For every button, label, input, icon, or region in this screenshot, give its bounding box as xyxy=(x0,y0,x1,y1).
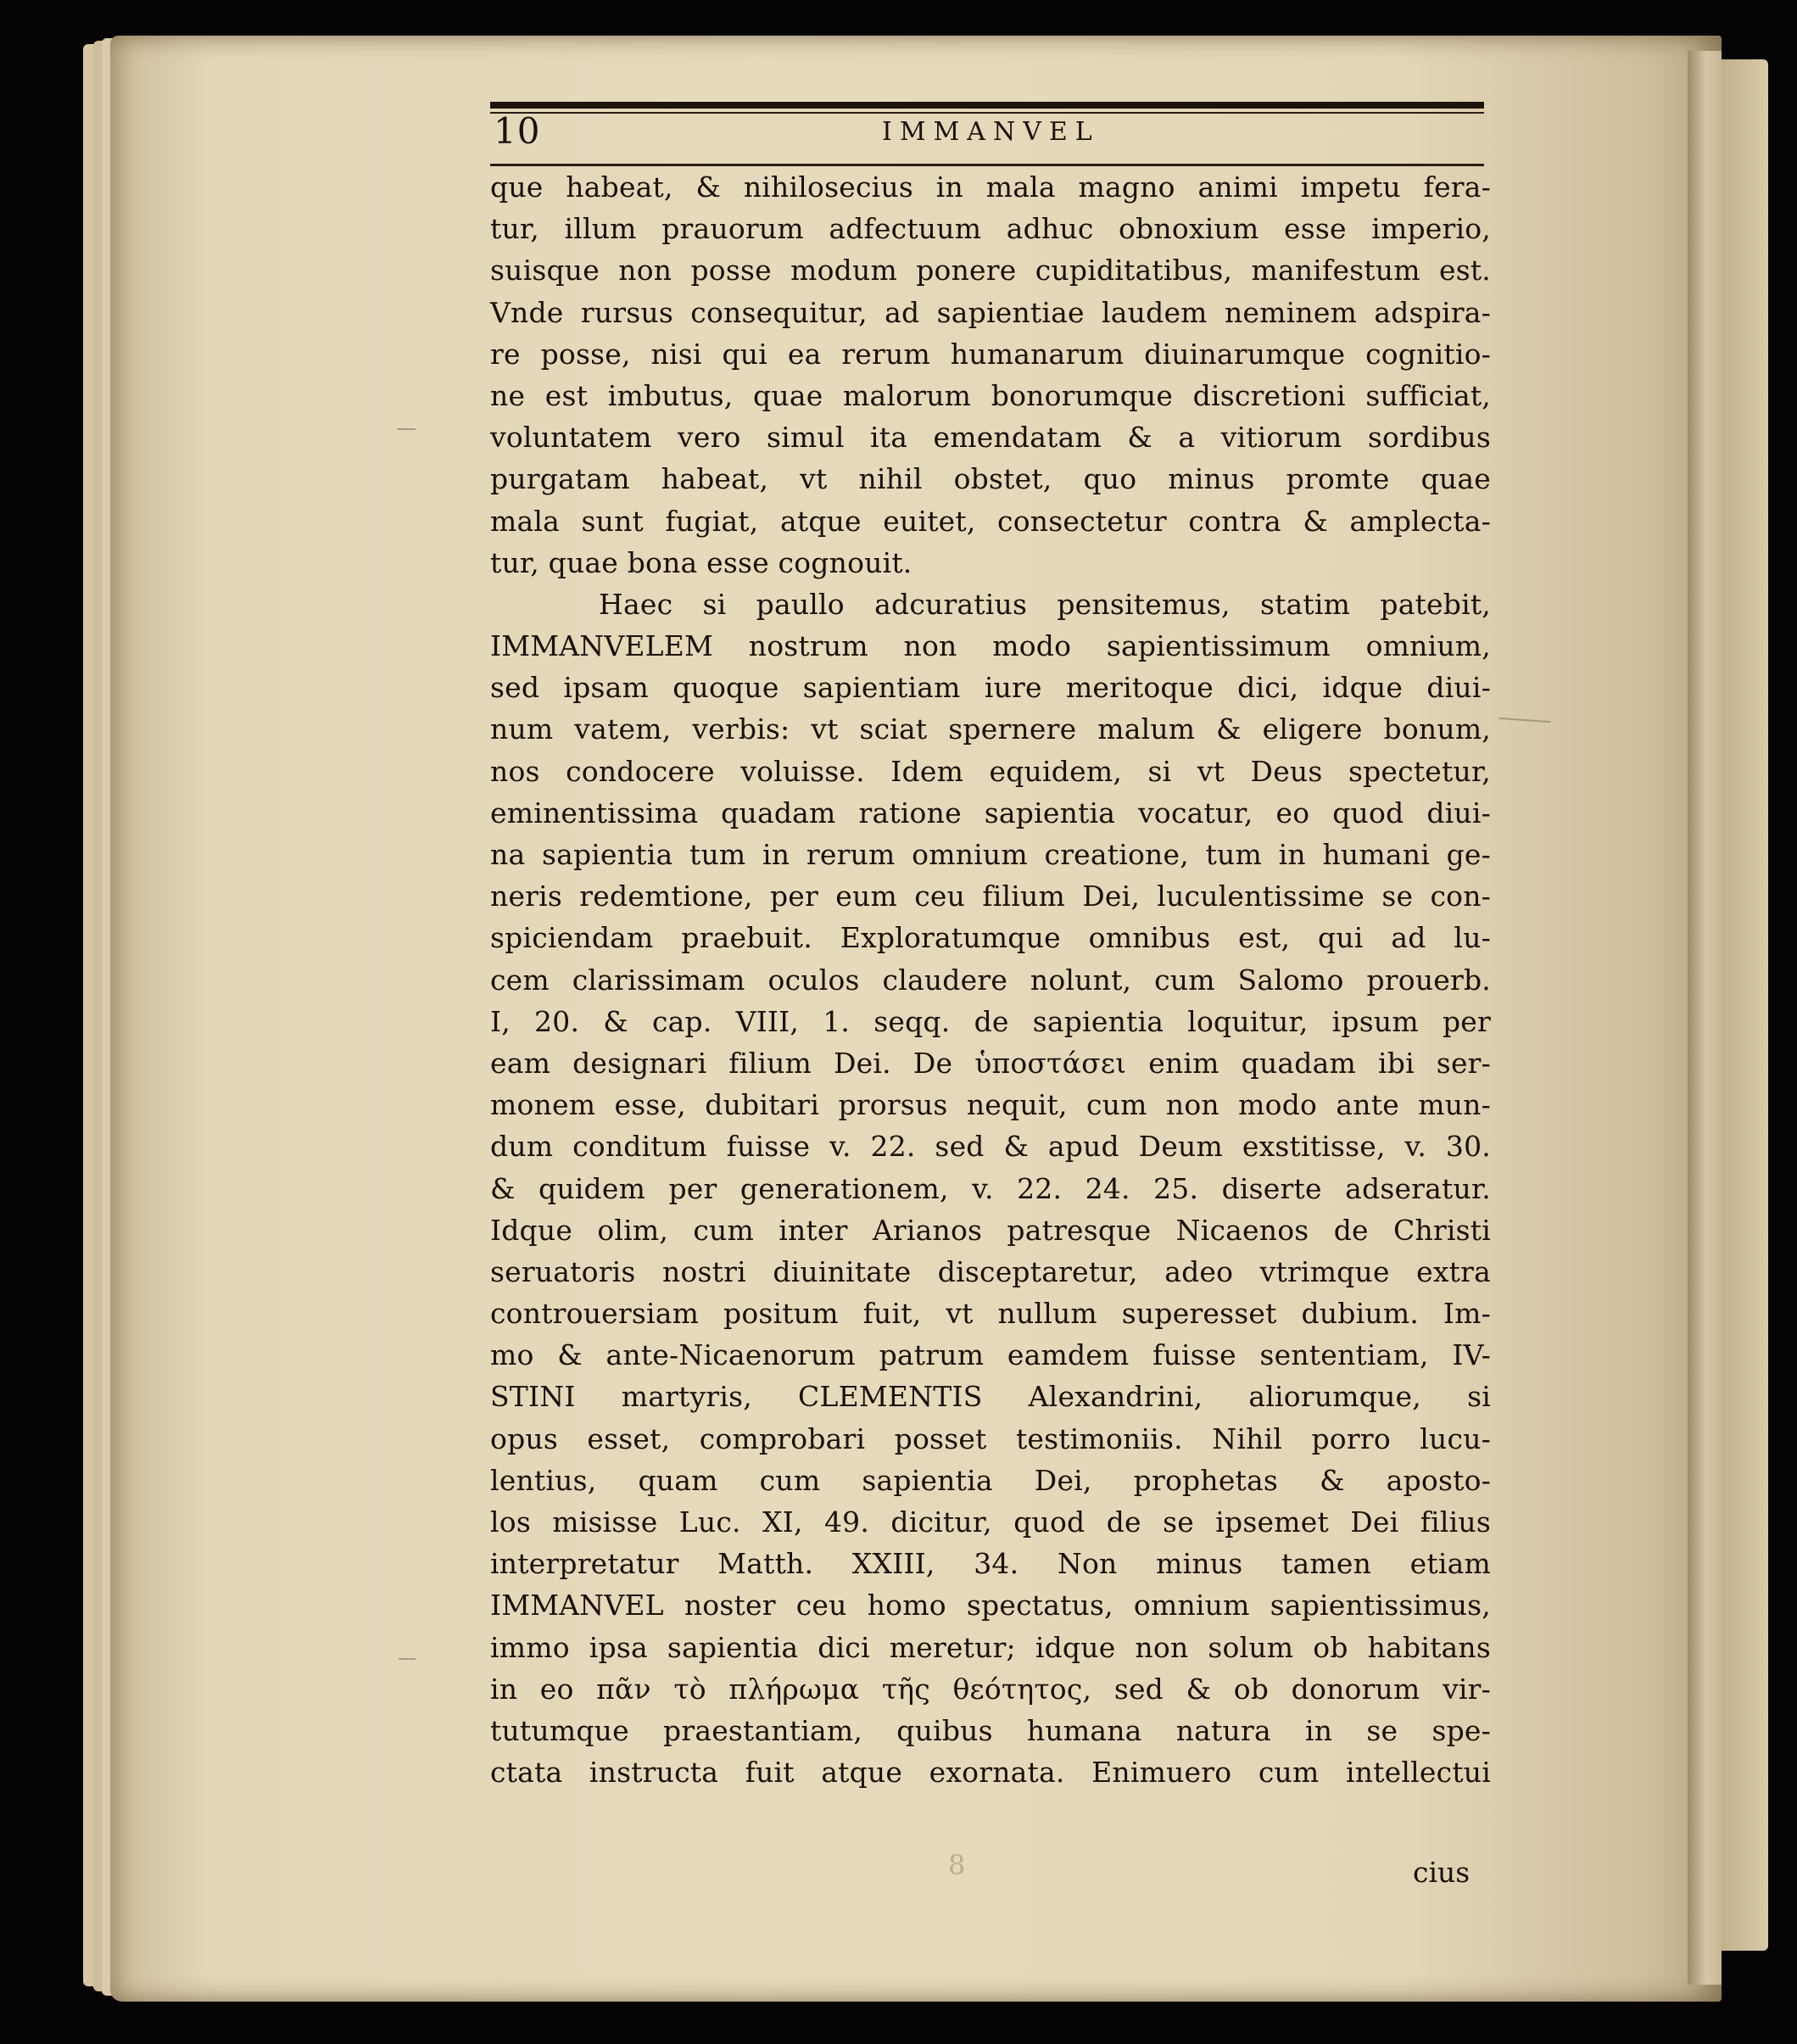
text-line: in eo πᾶν τὸ πλήρωμα τῆς θεότητος, sed & ob donorum vir- xyxy=(490,1672,1491,1706)
text-line: opus esset, comprobari posset testimoniis. Nihil porro lucu- xyxy=(490,1421,1491,1455)
text-line: cem clarissimam oculos claudere nolunt, cum Salomo prouerb. xyxy=(490,963,1491,997)
page-gutter xyxy=(1688,51,1722,1985)
text-line: spiciendam praebuit. Exploratumque omnibus est, qui ad lu- xyxy=(490,921,1491,955)
text-line: STINI martyris, CLEMENTIS Alexandrini, aliorumque, si xyxy=(490,1380,1491,1414)
text-line: re posse, nisi qui ea rerum humanarum diuinarumque cognitio- xyxy=(490,337,1491,371)
text-line: Vnde rursus consequitur, ad sapientiae laudem neminem adspira- xyxy=(490,295,1491,329)
text-line: neris redemtione, per eum ceu filium Dei, luculentissime se con- xyxy=(490,880,1491,913)
text-line: eminentissima quadam ratione sapientia vocatur, eo quod diui- xyxy=(490,796,1491,829)
text-line: voluntatem vero simul ita emendatam & a vitiorum sordibus xyxy=(490,421,1491,455)
text-line: tur, illum prauorum adfectuum adhuc obnoxium esse imperio, xyxy=(490,212,1491,246)
text-line: ne est imbutus, quae malorum bonorumque discretioni sufficiat, xyxy=(490,378,1491,412)
text-line: purgatam habeat, vt nihil obstet, quo minus promte quae xyxy=(490,462,1491,496)
text-line: Idque olim, cum inter Arianos patresque Nicaenos de Christi xyxy=(490,1213,1491,1247)
text-line: lentius, quam cum sapientia Dei, prophetas & aposto- xyxy=(490,1463,1491,1497)
text-line: que habeat, & nihilosecius in mala magno animi impetu fera- xyxy=(490,170,1491,204)
text-line: sed ipsam quoque sapientiam iure meritoque dici, idque diui- xyxy=(490,671,1491,705)
text-line: na sapientia tum in rerum omnium creatione, tum in humani ge- xyxy=(490,838,1491,871)
text-line: mala sunt fugiat, atque euitet, consectetur contra & amplecta- xyxy=(490,504,1491,538)
text-line: IMMANVEL noster ceu homo spectatus, omnium sapientissimus, xyxy=(490,1589,1491,1622)
paragraph-first-line: Haec si paullo adcuratius pensitemus, statim patebit, xyxy=(599,587,1491,621)
text-line: ctata instructa fuit atque exornata. Enimuero cum intellectui xyxy=(490,1756,1491,1790)
text-line: monem esse, dubitari prorsus nequit, cum non modo ante mun- xyxy=(490,1088,1491,1122)
text-line: immo ipsa sapientia dici meretur; idque non solum ob habitans xyxy=(490,1630,1491,1664)
page-number: 10 xyxy=(494,110,541,152)
margin-mark xyxy=(399,1658,416,1660)
header-rule-thick xyxy=(490,102,1484,109)
text-line: IMMANVELEM nostrum non modo sapientissimum omnium, xyxy=(490,629,1491,663)
text-line: eam designari filium Dei. De ὑποστάσει enim quadam ibi ser- xyxy=(490,1046,1491,1080)
margin-mark xyxy=(397,428,416,430)
facing-page-edge xyxy=(1717,59,1768,1951)
text-line: tutumque praestantiam, quibus humana natura in se spe- xyxy=(490,1713,1491,1747)
running-head: IMMANVEL xyxy=(882,117,1100,147)
text-line: interpretatur Matth. XXIII, 34. Non minus tamen etiam xyxy=(490,1547,1491,1581)
text-line: controuersiam positum fuit, vt nullum superesset dubium. Im- xyxy=(490,1297,1491,1331)
text-line: los misisse Luc. XI, 49. dicitur, quod de se ipsemet Dei filius xyxy=(490,1505,1491,1539)
text-line: suisque non posse modum ponere cupiditatibus, manifestum est. xyxy=(490,254,1491,288)
show-through-mark: 8 xyxy=(948,1849,966,1881)
text-line: tur, quae bona esse cognouit. xyxy=(490,545,912,579)
text-line: seruatoris nostri diuinitate disceptaretur, adeo vtrimque extra xyxy=(490,1254,1491,1288)
catchword: cius xyxy=(1413,1856,1471,1889)
text-line: dum conditum fuisse v. 22. sed & apud Deum exstitisse, v. 30. xyxy=(490,1130,1491,1164)
header-rule-thin xyxy=(490,112,1484,114)
text-line: I, 20. & cap. VIII, 1. seqq. de sapientia loquitur, ipsum per xyxy=(490,1004,1491,1038)
text-line: mo & ante-Nicaenorum patrum eamdem fuisse sententiam, IV- xyxy=(490,1338,1491,1372)
text-line: & quidem per generationem, v. 22. 24. 25. diserte adseratur. xyxy=(490,1171,1491,1205)
body-text xyxy=(490,166,1491,1793)
text-line: num vatem, verbis: vt sciat spernere malum & eligere bonum, xyxy=(490,712,1491,746)
text-line: nos condocere voluisse. Idem equidem, si vt Deus spectetur, xyxy=(490,754,1491,788)
